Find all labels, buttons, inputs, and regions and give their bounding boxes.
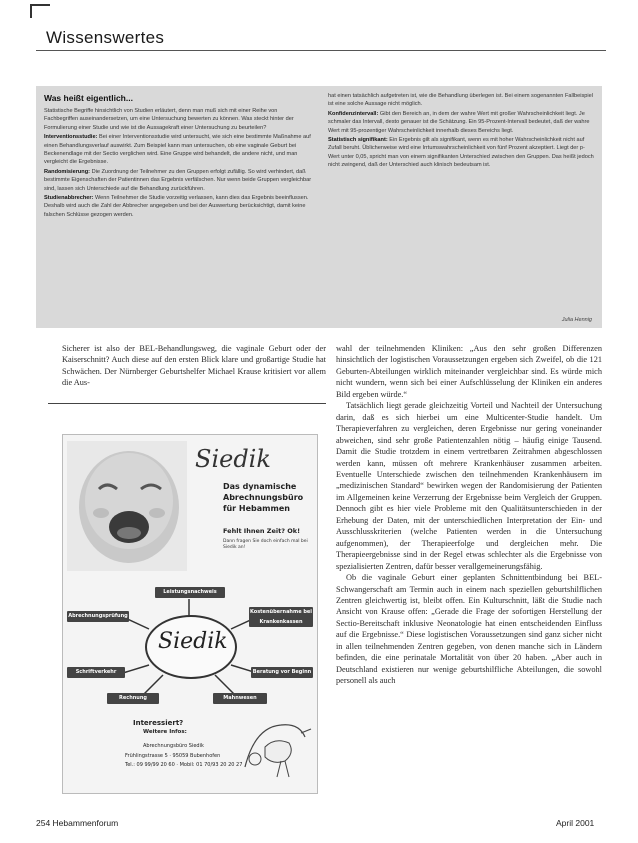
info-box-title: Was heißt eigentlich... (44, 93, 133, 103)
term-text: Statistische Begriffe hinsichtlich von Studien erläutert, denn man muß sich mit einer Reihe von Fachbegriffen auseinandersetzen, um eine Untersuchung bewerten zu können. Was steckt hinter der Formulierung einer Studie und wie ist die Aussagekraft einer Untersuchung zu beurteilen? (44, 108, 294, 131)
info-box-left-column (44, 92, 312, 324)
term-text: Wenn Teilnehmer die Studie vorzeitig verlassen, kann dies das Ergebnis beeinflussen. Deshalb wird auch die Zahl der Abbrecher angegeben und bei der Auswertung berücksichtigt, damit keine falschen Schlüsse gezogen werden. (44, 195, 309, 218)
ad-phone: Tel.: 09 99/99 20 60 · Mobil: 01 70/93 20 20 27 (125, 762, 243, 768)
info-paragraph (328, 136, 594, 170)
term-label: Interventionsstudie: (44, 134, 98, 141)
term-label: Randomisierung: (44, 168, 90, 175)
column-rule (48, 403, 326, 404)
ad-deadline-sub: Dann fragen Sie doch einfach mal bei Siedik an! (223, 539, 308, 550)
info-box (36, 86, 602, 328)
ad-info-label: Weitere Infos: (143, 729, 187, 735)
advertisement (62, 434, 318, 794)
section-title: Wissenswertes (46, 28, 165, 47)
footer-page-info: 254 Hebammenforum (36, 818, 119, 828)
service-chip: Abrechnungsprüfung (67, 611, 129, 622)
term-text: hat einen tatsächlich aufgetreten ist, wie die Behandlung überlegen ist. Bei einem sogenannten Fallbeispiel ist eine solche Aussage nicht möglich. (328, 93, 593, 108)
article-main-column (336, 343, 602, 825)
ad-deadline: Fehlt Ihnen Zeit? Ok! (223, 527, 301, 535)
info-box-author: Julia Hennig (561, 317, 592, 323)
service-chip: Schriftverkehr (67, 667, 125, 678)
footer-date: April 2001 (556, 818, 595, 828)
term-label: Konfidenzintervall: (328, 110, 379, 117)
corner-mark (30, 4, 50, 18)
service-chip: Rechnung (107, 693, 159, 704)
article-paragraph: Tatsächlich liegt gerade gleichzeitig Vorteil und Nachteil der Untersuchung darin, daß es sich hierbei um eine Multicenter-Studie handelt. Um Therapieverfahren zu vergleichen, deren Ergebnisse nur gering voneinander abweichen, sind sehr große Patientenzahlen nötig – häufig einige Tausend. Damit die Studie trotzdem in einem vertretbaren Zeitrahmen abgeschlossen werden kann, müssen oft mehrere Krankenhäuser zusammen arbeiten. Eventuelle Unterschiede zwischen den teilnehmenden Krankenhäusern im „medizinischen Standard“ bewirken wegen der Randomisierung der Patienten im Allgemeinen keine Verzerrung der Ergebnisse beim Vergleich der Gruppen. Dennoch gibt es hier viele Probleme mit den Qualitätsunterschieden in der Erhebung der Daten, mit der unterschiedlichen Interpretation der Ein- und Ausschlusskriterien (welche Patienten werden in die Untersuchung aufgenommen), der Therapieerfolge und dergleichen mehr. Die Therapieergebnisse sind in der Regel etwas schlechter als die Ergebnisse von spezialisierten Zentren, dafür besser verallgemeinerungsfähig. (336, 401, 602, 571)
baby-photo (67, 441, 187, 571)
ad-address: Frühlingstrasse 5 · 95059 Bubenhofen (125, 753, 221, 759)
stork-illustration (235, 707, 313, 781)
service-chip: Leistungsnachweis (155, 587, 225, 598)
term-label: Statistisch signifikant: (328, 137, 388, 144)
info-paragraph (44, 107, 312, 132)
info-box-right-column (328, 92, 594, 314)
article-paragraph: Ob die vaginale Geburt einer geplanten Schnittentbindung bei BEL-Schwangerschaft am Termin auch in einem nach speziellen geburtshilflichen Zentren gleichwertig ist, bleibt offen. Ein Kulturschnitt, läßt die Studie nach Ansicht von Krause offen: „Gerade die Frage der sofortigen Herstellung der Sectio-Bereitschaft inklusive Neonatologie hat einen entscheidenden Einfluss auf die Ergebnisse.“ Diese logistischen Voraussetzungen sind ganz sicher nicht in allen teilnehmenden Zentren gegeben, von denen manche sich in Ländern befinden, die eine perinatale Mortalität von über 20 haben. „Aber auch in Deutschland existieren nur wenige geburtshilfliche Abteilungen, die sowohl personell als auch (336, 573, 602, 686)
ad-brand-logo: Siedik (195, 445, 271, 473)
info-paragraph (44, 168, 312, 193)
term-text: Bei einer Interventionsstudie wird untersucht, wie sich eine bestimmte Maßnahme auf einen Behandlungsverlauf auswirkt. Zum Beispiel kann man untersuchen, ob eine vaginale Geburt bei Beckenendlage mit der Sectio verglichen wird. Eine Gruppe wird behandelt, die andere nicht, und man vergleicht die Ergebnisse. (44, 134, 311, 166)
ad-tagline: Das dynamische Abrechnungsbüro für Hebammen (223, 482, 304, 513)
ad-company: Abrechnungsbüro Siedik (143, 743, 204, 749)
article-intro-text: Sicherer ist also der BEL-Behandlungsweg, die vaginale Geburt oder der Kaiserschnitt? Auch diese auf den ersten Blick klare und großartige Studie hat Schwächen. Der Nürnberger Geburtshelfer Michael Krause kritisiert vor allem die Aus- (62, 344, 326, 388)
service-chip: Beratung vor Beginn (251, 667, 313, 678)
service-chip: Kostenübernahme bei Krankenkassen (249, 609, 313, 625)
info-paragraph (328, 110, 594, 135)
article-paragraph: wahl der teilnehmenden Kliniken: „Aus den sehr großen Differenzen hinsichtlich der logistischen Voraussetzungen ergeben sich Zweifel, ob die 121 Geburten-Abteilungen wirklich miteinander vergleichbar sind. Es würde mich nicht wundern, wenn sich bei einer Aufschlüsselung der Kliniken ein anderes Bild ergeben würde.“ (336, 344, 602, 399)
term-text: Die Zuordnung der Teilnehmer zu den Gruppen erfolgt zufällig. So wird verhindert, daß bestimmte Eigenschaften der Patientinnen das Ergebnis verfälschen. Nur wenn beide Gruppen vergleichbar sind, lassen sich Unterschiede auf die Behandlung zurückführen. (44, 168, 312, 192)
header-rule (36, 50, 606, 51)
info-paragraph (44, 133, 312, 167)
service-chip: Mahnwesen (213, 693, 267, 704)
term-text: Ein Ergebnis gilt als signifikant, wenn es mit hoher Wahrscheinlichkeit nicht auf Zufall beruht. Üblicherweise wird eine Irrtumswahrscheinlichkeit von fünf Prozent akzeptiert. Liegt der p-Wert unter 0,05, spricht man von einem signifikanten Unterschied zwischen den Gruppen. Das heißt jedoch nicht zwingend, daß der Unterschied auch klinisch bedeutsam ist. (328, 137, 594, 169)
info-paragraph (328, 92, 594, 109)
info-paragraph (44, 194, 312, 219)
term-label: Studienabbrecher: (44, 195, 94, 202)
term-text: Gibt den Bereich an, in dem der wahre Wert mit großer Wahrscheinlichkeit liegt. Je schmaler das Intervall, desto genauer ist die Schätzung. Ein 95-Prozent-Intervall bedeutet, daß der wahre Wert mit 95-prozentiger Wahrscheinlichkeit innerhalb dieses Bereichs liegt. (328, 110, 590, 134)
ad-question: Interessiert? (133, 719, 184, 727)
ad-hub-logo: Siedik (158, 629, 228, 654)
